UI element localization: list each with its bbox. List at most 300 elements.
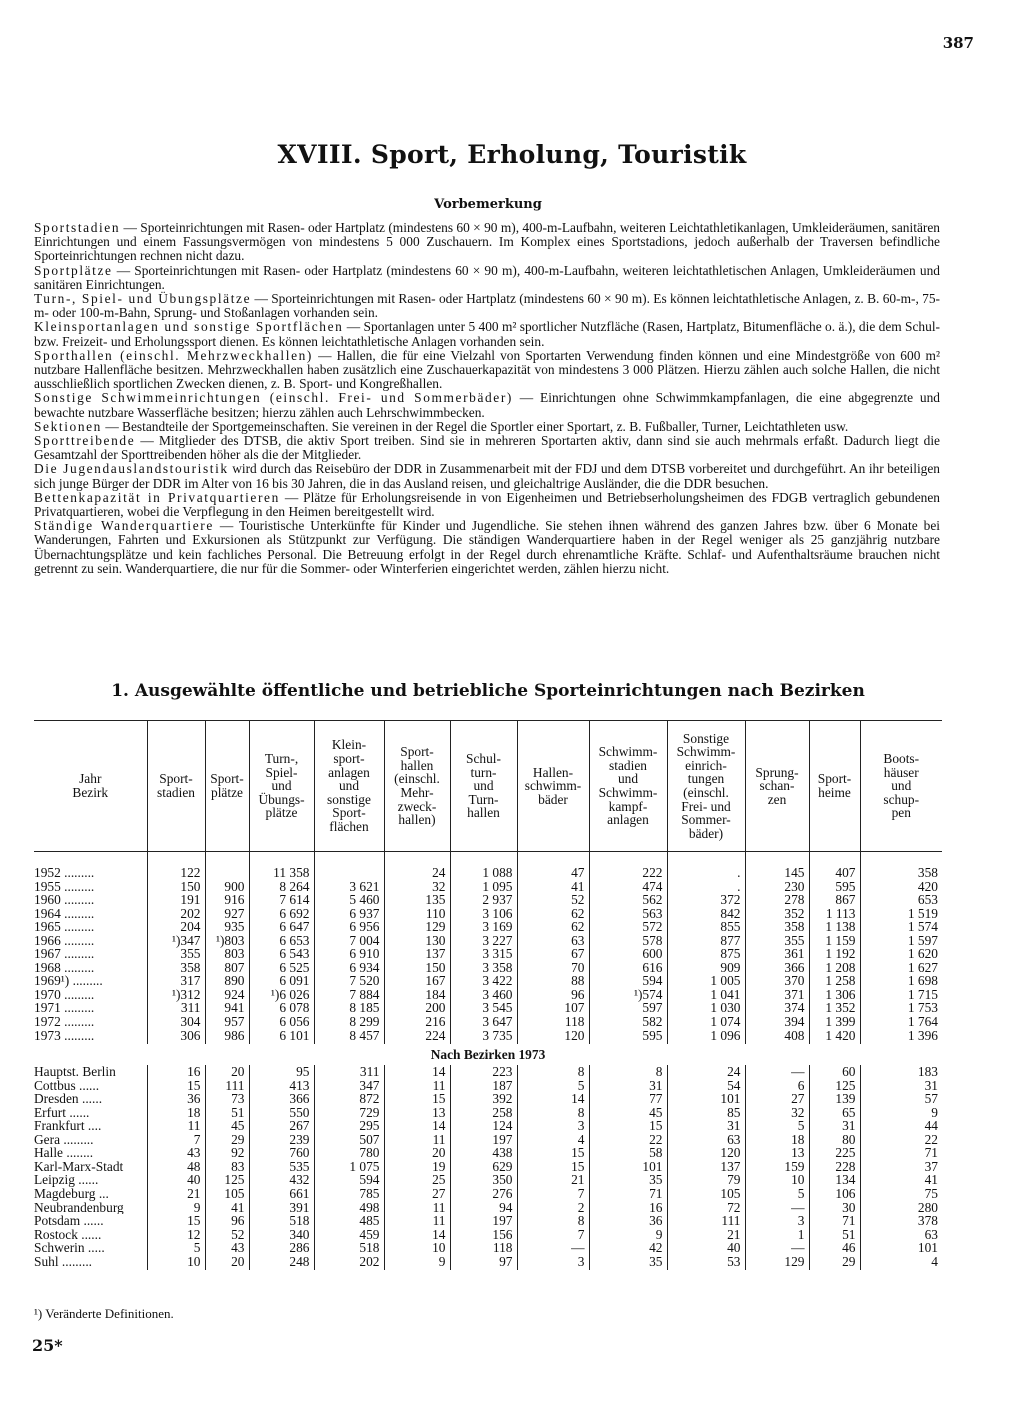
table-cell: 432 (249, 1173, 314, 1187)
table-cell: 3 422 (450, 974, 517, 988)
table-cell: 134 (809, 1173, 860, 1187)
year-row (34, 974, 942, 988)
table-cell: 1 396 (907, 1027, 938, 1043)
table-cell: 222 (589, 866, 667, 880)
row-label: Frankfurt .... (34, 1119, 147, 1133)
table-cell: 77 (589, 1092, 667, 1106)
year-row (34, 988, 942, 1002)
table-cell: 355 (147, 947, 205, 961)
spacer-cell (860, 852, 942, 867)
table-cell: 1 075 (314, 1160, 384, 1174)
table-cell: 42 (589, 1241, 667, 1255)
table-cell: 306 (147, 1029, 205, 1045)
table-cell: 1 306 (809, 988, 860, 1002)
column-header: Sport- heime (809, 721, 860, 852)
year-row (34, 920, 942, 934)
table-cell: 18 (745, 1133, 809, 1147)
row-label: Neubrandenburg (34, 1201, 147, 1215)
year-row (34, 1001, 942, 1015)
table-cell: 572 (589, 920, 667, 934)
table-cell: 120 (667, 1146, 745, 1160)
table-cell: 27 (745, 1092, 809, 1106)
table-cell: 535 (249, 1160, 314, 1174)
table-cell: 202 (147, 907, 205, 921)
table-cell: 22 (589, 1133, 667, 1147)
table-cell: 224 (384, 1029, 450, 1045)
table-cell: 900 (205, 880, 249, 894)
row-label: Leipzig ...... (34, 1173, 147, 1187)
table-cell: 9 (147, 1201, 205, 1215)
table-cell: 6 937 (314, 907, 384, 921)
table-cell: 13 (384, 1106, 450, 1120)
table-cell: 1 005 (667, 974, 745, 988)
row-label: 1972 ......... (34, 1015, 147, 1029)
table-cell: 5 (745, 1119, 809, 1133)
table-cell: 223 (450, 1065, 517, 1079)
table-cell: 8 (517, 1106, 589, 1120)
table-cell: 550 (249, 1106, 314, 1120)
table-cell: 52 (205, 1228, 249, 1242)
definition-jugendauslandstouristik (34, 462, 940, 490)
definition-term: Sonstige Schwimmeinrichtungen (einschl. Frei- und Sommerbäder) (34, 390, 513, 406)
page-number: 387 (942, 34, 974, 52)
table-cell: 1 159 (809, 934, 860, 948)
table-cell: 347 (314, 1079, 384, 1093)
table-cell: 760 (249, 1146, 314, 1160)
year-row (34, 907, 942, 921)
table-cell: 118 (450, 1241, 517, 1255)
table-cell: — (517, 1241, 589, 1255)
table-cell: 358 (147, 961, 205, 975)
table-cell: 803 (205, 947, 249, 961)
definition-wanderquartiere (34, 519, 940, 576)
table-cell: 578 (589, 934, 667, 948)
table-cell: 394 (745, 1015, 809, 1029)
table-cell: 101 (589, 1160, 667, 1174)
table-cell: 407 (809, 866, 860, 880)
table-cell: 125 (809, 1079, 860, 1093)
column-header: Sport- hallen (einschl. Mehr- zweck- hallen) (384, 721, 450, 852)
table-cell: 191 (147, 893, 205, 907)
table-cell: 1 088 (450, 866, 517, 880)
table-cell: 9 (931, 1104, 938, 1120)
table-cell: 317 (147, 974, 205, 988)
table-cell: 156 (450, 1228, 517, 1242)
table-cell: 1 399 (809, 1015, 860, 1029)
definition-term: Sporttreibende (34, 433, 136, 449)
table-cell: 7 614 (249, 893, 314, 907)
column-header: Boots- häuser und schup- pen (860, 721, 942, 852)
table-cell: 4 (931, 1253, 938, 1269)
table-cell: 22 (924, 1131, 938, 1147)
table-cell: 8 (517, 1065, 589, 1079)
table-cell: 1 597 (907, 932, 938, 948)
table-cell: 145 (745, 866, 809, 880)
table-cell: 8 457 (314, 1029, 384, 1045)
table-cell: 31 (809, 1119, 860, 1133)
table-cell: 6 091 (249, 974, 314, 988)
table-cell: 358 (745, 920, 809, 934)
table-cell: 563 (589, 907, 667, 921)
definition-term: Sportplätze (34, 262, 113, 278)
district-row (34, 1201, 942, 1215)
table-header (34, 721, 942, 852)
definition-text: — Sporteinrichtungen mit Rasen- oder Hartplatz (mindestens 60 × 90 m), 400-m-Laufbahn, weiteren Leichtathletikanlagen, Umkleideräumen, sanitären Einrichtungen und einem Fassungsvermögen von mindestens 5 000 Zuschauern. Im Komplex eines Sportstadions, jedoch außerhalb der Traversen befindliche Sporteinrichtungen rechnen nicht dazu. (34, 220, 940, 264)
table-cell: ¹)347 (147, 934, 205, 948)
table-cell: 63 (667, 1133, 745, 1147)
table-cell: 518 (249, 1214, 314, 1228)
spacer-cell (745, 852, 809, 867)
table-cell: 110 (384, 907, 450, 921)
table-cell: 498 (314, 1201, 384, 1215)
table-cell: 41 (924, 1172, 938, 1188)
table-cell: 11 (384, 1214, 450, 1228)
table-cell: 1 192 (809, 947, 860, 961)
table-cell: 46 (809, 1241, 860, 1255)
table-cell: 1 352 (809, 1001, 860, 1015)
table-cell: 184 (384, 988, 450, 1002)
table-cell: 653 (917, 892, 938, 908)
table-cell: 20 (205, 1255, 249, 1271)
table-cell: 7 520 (314, 974, 384, 988)
table-cell: 5 460 (314, 893, 384, 907)
table-cell: 29 (809, 1255, 860, 1271)
table-cell: 18 (147, 1106, 205, 1120)
table-cell: 6 647 (249, 920, 314, 934)
table-cell: 101 (667, 1092, 745, 1106)
table-cell: — (745, 1065, 809, 1079)
table-cell: 378 (917, 1213, 938, 1229)
table-cell: 197 (450, 1214, 517, 1228)
table-cell: 27 (384, 1187, 450, 1201)
table-cell: 14 (384, 1065, 450, 1079)
table-cell: 485 (314, 1214, 384, 1228)
definition-text: — Sporteinrichtungen mit Rasen- oder Hartplatz (mindestens 60 × 90 m), 400-m-Laufbahn, weiteren leichtathletischen Anlagen, Umkleideräumen und sanitären Einrichtungen. (34, 262, 940, 292)
table-cell: 21 (667, 1228, 745, 1242)
table-cell: 44 (924, 1118, 938, 1134)
table-cell: 371 (745, 988, 809, 1002)
table-cell (314, 866, 384, 880)
district-row (34, 1079, 942, 1093)
table-cell: 276 (450, 1187, 517, 1201)
table-cell: 3 460 (450, 988, 517, 1002)
table-cell: 909 (667, 961, 745, 975)
definition-sportplaetze (34, 264, 940, 292)
table-cell: 88 (517, 974, 589, 988)
table-cell: 135 (384, 893, 450, 907)
year-row (34, 947, 942, 961)
table-cell: 890 (205, 974, 249, 988)
table-cell: 1 074 (667, 1015, 745, 1029)
row-label: Cottbus ...... (34, 1079, 147, 1093)
table-cell: 111 (667, 1214, 745, 1228)
table-cell: 96 (205, 1214, 249, 1228)
definition-sporthallen (34, 349, 940, 392)
column-header: Sprung- schan- zen (745, 721, 809, 852)
table-cell: 139 (809, 1092, 860, 1106)
table-cell: . (667, 866, 745, 880)
table-cell: 3 106 (450, 907, 517, 921)
table-cell: 35 (589, 1173, 667, 1187)
table-cell: 45 (205, 1119, 249, 1133)
table-cell: 35 (589, 1255, 667, 1271)
year-row (34, 1029, 942, 1045)
table-cell: 43 (147, 1146, 205, 1160)
table-cell: 120 (517, 1029, 589, 1045)
table-cell: 916 (205, 893, 249, 907)
table-cell: 582 (589, 1015, 667, 1029)
table-cell: 92 (205, 1146, 249, 1160)
spacer-cell (147, 852, 205, 867)
table-cell: 47 (517, 866, 589, 880)
row-label: 1969¹) ......... (34, 974, 147, 988)
table-cell: — (745, 1201, 809, 1215)
section-label: Nach Bezirken 1973 (430, 1047, 546, 1063)
district-row (34, 1092, 942, 1106)
table-cell: 358 (917, 865, 938, 880)
table-cell: 1 764 (907, 1014, 938, 1030)
row-label: 1966 ......... (34, 934, 147, 948)
district-row (34, 1065, 942, 1079)
table-header-row (34, 721, 942, 852)
table-cell: 6 078 (249, 1001, 314, 1015)
table-cell: 36 (147, 1092, 205, 1106)
table-cell: 130 (384, 934, 450, 948)
table-cell: 124 (450, 1119, 517, 1133)
preface-definitions (34, 221, 940, 576)
definition-text: — Sportanlagen unter 5 400 m² sportlicher Nutzfläche (Rasen, Hartplatz, Bitumenfläche o. ä.), die dem Schul- bzw. Freizeit- und Erholungssport dienen. Es können leichtathletische Anlagen vorhanden sein. (34, 319, 941, 349)
table-cell: 25 (384, 1173, 450, 1187)
table-cell: 361 (745, 947, 809, 961)
table-cell: 62 (517, 920, 589, 934)
table-cell: 1 113 (809, 907, 860, 921)
table-cell (205, 866, 249, 880)
table-cell: 40 (147, 1173, 205, 1187)
table-cell: 877 (667, 934, 745, 948)
definition-text: — Einrichtungen ohne Schwimmkampfanlagen, die eine abgegrenzte und bewachte nutzbare Wasserfläche besitzen; hierzu zählen auch Lehrschwimmbecken. (34, 390, 940, 420)
spacer-cell (205, 852, 249, 867)
table-cell: 6 653 (249, 934, 314, 948)
definition-kleinsportanlagen (34, 320, 940, 348)
table-cell: 785 (314, 1187, 384, 1201)
table-cell: 118 (517, 1015, 589, 1029)
table-cell: 107 (517, 1001, 589, 1015)
table-cell: 3 (517, 1119, 589, 1133)
table-cell: 29 (205, 1133, 249, 1147)
table-cell: 3 358 (450, 961, 517, 975)
table-cell: 1 620 (907, 946, 938, 962)
table-cell: 45 (589, 1106, 667, 1120)
table-cell: 1 574 (907, 919, 938, 935)
table-cell: 6 543 (249, 947, 314, 961)
row-label: 1971 ......... (34, 1001, 147, 1015)
table-cell: 459 (314, 1228, 384, 1242)
footnote: ¹) Veränderte Definitionen. (34, 1306, 174, 1321)
table-cell: 5 (147, 1241, 205, 1255)
table-cell: 239 (249, 1133, 314, 1147)
year-row (34, 934, 942, 948)
sports-facilities-table (34, 720, 942, 1270)
table-cell: 6 910 (314, 947, 384, 961)
row-label: 1968 ......... (34, 961, 147, 975)
definition-sektionen (34, 420, 940, 434)
table-cell: 62 (517, 907, 589, 921)
table-cell: 408 (745, 1029, 809, 1045)
table-cell: 72 (667, 1201, 745, 1215)
table-cell: 216 (384, 1015, 450, 1029)
column-header: Sonstige Schwimm- einrich- tungen (einschl. Frei- und Sommer- bäder) (667, 721, 745, 852)
district-row (34, 1255, 942, 1271)
definition-term: Sektionen (34, 418, 102, 434)
spacer-cell (589, 852, 667, 867)
table-cell: 53 (667, 1255, 745, 1271)
table-cell: 780 (314, 1146, 384, 1160)
table-cell: 21 (517, 1173, 589, 1187)
table-cell: 3 (745, 1214, 809, 1228)
spacer-cell (809, 852, 860, 867)
table-cell: — (745, 1241, 809, 1255)
table-cell: 927 (205, 907, 249, 921)
table-cell: 935 (205, 920, 249, 934)
row-label: Rostock ...... (34, 1228, 147, 1242)
preface-heading: Vorbemerkung (434, 197, 542, 212)
table-cell: 438 (450, 1146, 517, 1160)
row-label: 1973 ......... (34, 1029, 147, 1045)
row-label: 1964 ......... (34, 907, 147, 921)
row-label: 1967 ......... (34, 947, 147, 961)
definition-term: Die Jugendauslandstouristik (34, 461, 229, 477)
table-cell: 51 (809, 1228, 860, 1242)
table-cell: 6 525 (249, 961, 314, 975)
spacer-row (34, 852, 942, 867)
definition-sportstadien (34, 221, 940, 264)
year-row (34, 866, 942, 880)
table-cell: 41 (205, 1201, 249, 1215)
table-cell: 105 (205, 1187, 249, 1201)
table-cell: 58 (589, 1146, 667, 1160)
row-label: Halle ........ (34, 1146, 147, 1160)
table-cell: 3 315 (450, 947, 517, 961)
year-row (34, 961, 942, 975)
table-cell: 31 (589, 1079, 667, 1093)
table-cell: 37 (924, 1158, 938, 1174)
table-cell: 391 (249, 1201, 314, 1215)
table-cell: 258 (450, 1106, 517, 1120)
table-cell: 7 (517, 1187, 589, 1201)
definition-text: — Bestandteile der Sportgemeinschaften. Sie vereinen in der Regel die Sportler einer Sportart, z. B. Fußballer, Turner, Leichtathleten usw. (101, 418, 849, 434)
table-cell: 15 (589, 1119, 667, 1133)
table-cell: 562 (589, 893, 667, 907)
table-cell: ¹)574 (589, 988, 667, 1002)
table-cell: 32 (745, 1106, 809, 1120)
table-cell: 3 621 (314, 880, 384, 894)
table-cell: 71 (924, 1145, 938, 1161)
table-cell: 14 (384, 1119, 450, 1133)
table-cell: 629 (450, 1160, 517, 1174)
definition-term: Kleinsportanlagen und sonstige Sportflächen (34, 319, 344, 335)
table-cell: 60 (809, 1065, 860, 1079)
table-cell: 187 (450, 1079, 517, 1093)
table-cell: 10 (147, 1255, 205, 1271)
table-cell: 941 (205, 1001, 249, 1015)
definition-text: — Hallen, die für eine Vielzahl von Sportarten Verwendung finden können und eine Mindestgröße von 600 m² nutzbare Hallenfläche besitzen. Mehrzweckhallen haben zusätzlich eine Zuschauerkapazität von mindestens 3 000 Plätzen. Hierzu zählen auch solche Hallen, die nicht ausschließlich sportlichen Zwecken dienen, z. B. Sport- und Kongreßhallen. (34, 347, 940, 392)
table-cell: 137 (667, 1160, 745, 1174)
table-cell: 197 (450, 1133, 517, 1147)
table-cell: 8 (517, 1214, 589, 1228)
table-cell: 6 692 (249, 907, 314, 921)
table-cell: 24 (667, 1065, 745, 1079)
table-cell: 7 884 (314, 988, 384, 1002)
definition-bettenkapazitaet (34, 491, 940, 519)
table-cell: 122 (147, 866, 205, 880)
table-cell: 32 (384, 880, 450, 894)
table-cell: 1 095 (450, 880, 517, 894)
district-row (34, 1187, 942, 1201)
definition-term: Turn-, Spiel- und Übungsplätze (34, 291, 252, 307)
table-cell: 125 (205, 1173, 249, 1187)
district-row (34, 1160, 942, 1174)
district-row (34, 1214, 942, 1228)
table-cell: 372 (667, 893, 745, 907)
table-cell: 31 (924, 1077, 938, 1093)
table-cell: 366 (249, 1092, 314, 1106)
row-label: 1965 ......... (34, 920, 147, 934)
table-cell: 63 (517, 934, 589, 948)
table-cell: 1 715 (907, 986, 938, 1002)
table-cell: 11 (384, 1133, 450, 1147)
row-label: Gera ......... (34, 1133, 147, 1147)
table-cell: 137 (384, 947, 450, 961)
table-cell: 11 (384, 1079, 450, 1093)
table-cell: 16 (147, 1065, 205, 1079)
table-cell: 616 (589, 961, 667, 975)
table-cell: 507 (314, 1133, 384, 1147)
district-row (34, 1119, 942, 1133)
table-cell: 13 (745, 1146, 809, 1160)
table-cell: 8 264 (249, 880, 314, 894)
table-cell: 267 (249, 1119, 314, 1133)
table-cell: 67 (517, 947, 589, 961)
column-header: Jahr Bezirk (34, 721, 147, 852)
row-label: Schwerin ..... (34, 1241, 147, 1255)
table-cell: 150 (384, 961, 450, 975)
section-row (34, 1044, 942, 1065)
table-cell: 8 (589, 1065, 667, 1079)
table-cell: 9 (589, 1228, 667, 1242)
row-label: Karl-Marx-Stadt (34, 1160, 147, 1174)
table-cell: 3 227 (450, 934, 517, 948)
table-cell: 202 (314, 1255, 384, 1271)
table-cell: 15 (384, 1092, 450, 1106)
table-cell: 1 753 (907, 1000, 938, 1016)
table-cell: 41 (517, 880, 589, 894)
year-row (34, 880, 942, 894)
table-cell: 204 (147, 920, 205, 934)
row-label: Potsdam ...... (34, 1214, 147, 1228)
column-header: Sport- plätze (205, 721, 249, 852)
table-cell: 15 (147, 1214, 205, 1228)
definition-text: — Mitglieder des DTSB, die aktiv Sport treiben. Sind sie in mehreren Sportarten aktiv, dann sind sie auch mehrmals erfaßt. Dadurch liegt die Gesamtzahl der Sporttreibenden höher als die der Mitglieder. (34, 433, 940, 463)
table-cell: 43 (205, 1241, 249, 1255)
table-cell: 3 (517, 1255, 589, 1271)
table-cell: 855 (667, 920, 745, 934)
table-cell: 7 004 (314, 934, 384, 948)
table-cell: 167 (384, 974, 450, 988)
table-cell: 6 934 (314, 961, 384, 975)
table-cell: 7 (517, 1228, 589, 1242)
table-cell: 278 (745, 893, 809, 907)
table-cell: 872 (314, 1092, 384, 1106)
